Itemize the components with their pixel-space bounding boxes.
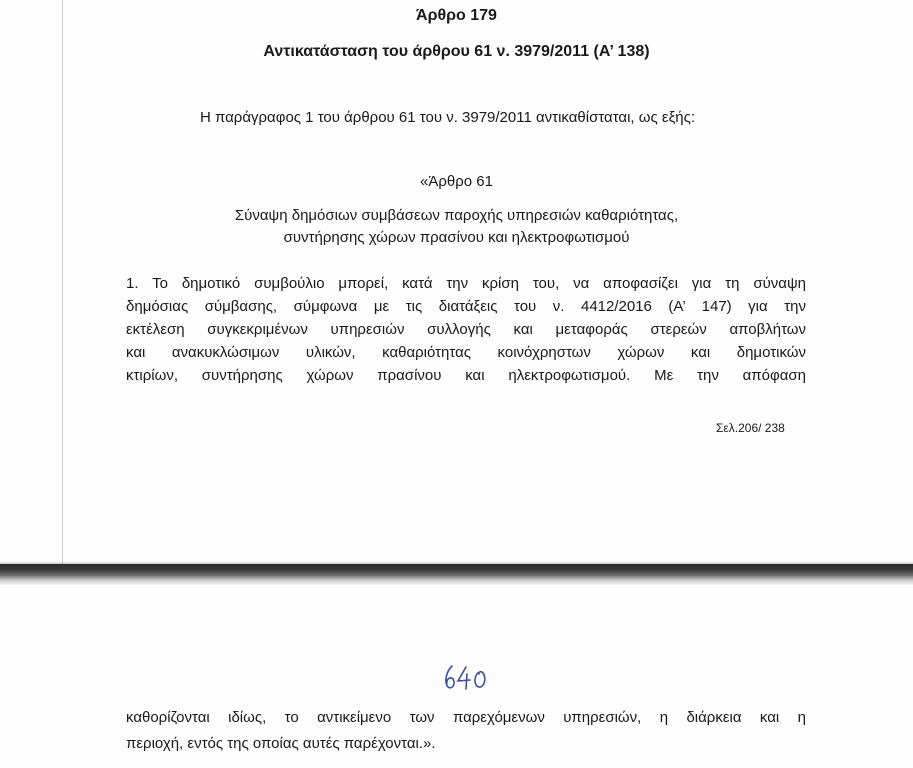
intro-text: Η παράγραφος 1 του άρθρου 61 του ν. 3979/2011 αντικαθίσταται, ως εξής: bbox=[200, 109, 696, 126]
paragraph-line: δημόσιας σύμβασης, σύμφωνα με τις διατάξεις του ν. 4412/2016 (Α’ 147) για την bbox=[126, 298, 806, 315]
paragraph-line: 1. Το δημοτικό συμβούλιο μπορεί, κατά την κρίση του, να αποφασίζει για τη σύναψη bbox=[126, 275, 806, 292]
page-separator bbox=[0, 564, 913, 585]
quoted-subtitle-line: συντήρησης χώρων πρασίνου και ηλεκτροφωτισμού bbox=[283, 229, 630, 246]
paragraph-line: καθορίζονται ιδίως, το αντικείμενο των παρεχόμενων υπηρεσιών, η διάρκεια και η bbox=[126, 709, 806, 726]
paragraph-line: κτιρίων, συντήρησης χώρων πρασίνου και ηλεκτροφωτισμού. Με την απόφαση bbox=[126, 367, 806, 384]
article-subtitle: Αντικατάσταση του άρθρου 61 ν. 3979/2011 (Α’ 138) bbox=[263, 43, 650, 60]
paragraph-line: εκτέλεση συγκεκριμένων υπηρεσιών συλλογής και μεταφοράς στερεών αποβλήτων bbox=[126, 321, 806, 338]
paragraph-line: περιοχή, εντός της οποίας αυτές παρέχονται.». bbox=[126, 735, 436, 752]
quoted-article-title: «Άρθρο 61 bbox=[420, 173, 493, 190]
handwritten-page-number bbox=[442, 662, 492, 692]
quoted-subtitle-line: Σύναψη δημόσιων συμβάσεων παροχής υπηρεσιών καθαριότητας, bbox=[234, 207, 679, 224]
paragraph-line: και ανακυκλώσιμων υλικών, καθαριότητας κοινόχρηστων χώρων και δημοτικών bbox=[126, 344, 806, 361]
page-edge-line bbox=[62, 0, 63, 564]
page-number: Σελ.206/ 238 bbox=[716, 421, 785, 435]
article-title: Άρθρο 179 bbox=[416, 7, 497, 24]
